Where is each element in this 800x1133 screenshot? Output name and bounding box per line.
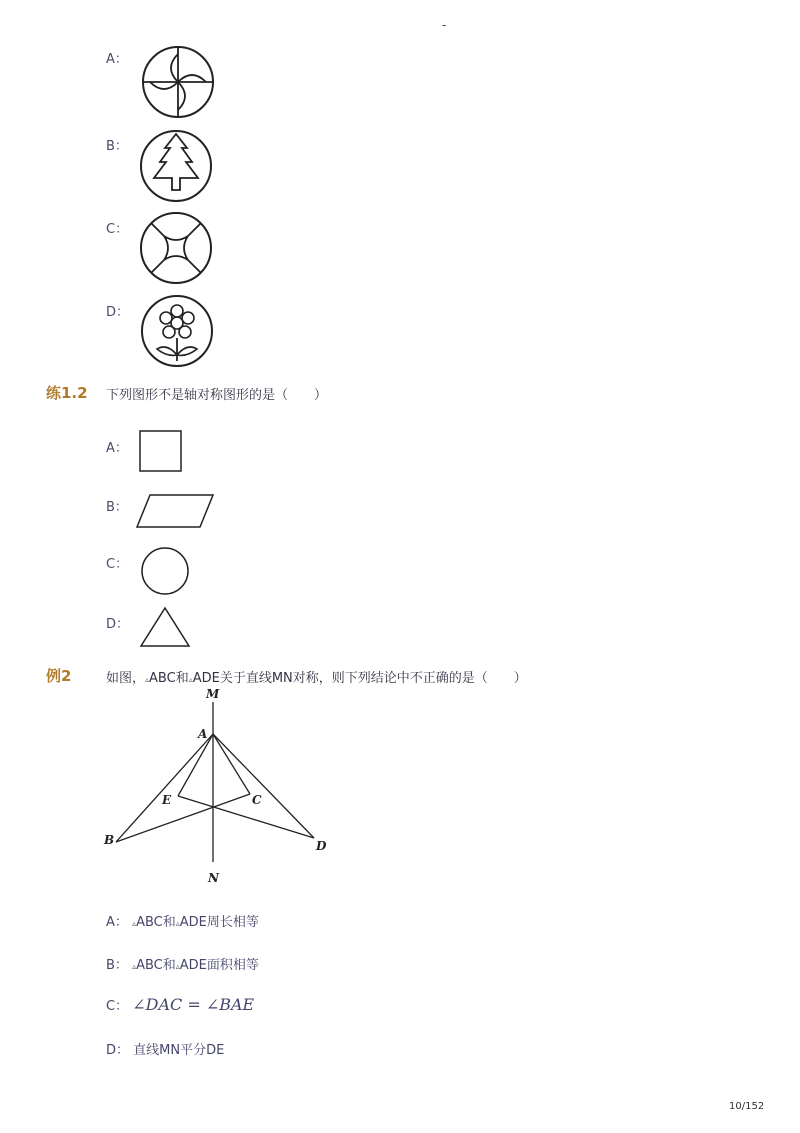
- label-n: N: [208, 871, 219, 885]
- label-e: E: [162, 793, 172, 807]
- option-d-label: D：: [106, 305, 130, 320]
- practice-option-b-label: B：: [106, 500, 128, 515]
- answer-b-text1: ABC和: [136, 958, 176, 973]
- page-number: 10/152: [729, 1101, 765, 1112]
- header-mark: -: [442, 18, 447, 32]
- answer-c: [106, 995, 254, 1014]
- triangle-symbol: ▵: [145, 675, 150, 684]
- answer-a-label: A：: [106, 915, 128, 930]
- answer-c-label: C：: [106, 999, 129, 1014]
- option-c-label: C：: [106, 222, 129, 237]
- triangle-symbol: ▵: [188, 675, 193, 684]
- answer-d-text: 直线MN平分DE: [133, 1043, 225, 1058]
- practice-option-a-label: A：: [106, 441, 128, 456]
- practice-option-d-label: D：: [106, 617, 130, 632]
- label-a: A: [198, 727, 208, 741]
- tree-circle-figure: [138, 128, 214, 204]
- triangle-symbol: ▵: [132, 919, 137, 928]
- example-id: 例2: [46, 667, 72, 685]
- practice-option-c-label: C：: [106, 557, 129, 572]
- label-d: D: [316, 839, 327, 853]
- label-m: M: [206, 687, 220, 701]
- answer-b-label: B：: [106, 958, 128, 973]
- label-c: C: [252, 793, 262, 807]
- answer-b-text2: ADE面积相等: [179, 958, 259, 973]
- triangle-symbol: ▵: [132, 962, 137, 971]
- question-mid2: ADE关于直线MN对称，则下列结论中不正确的是（ ）: [192, 671, 527, 686]
- parallelogram-figure: [136, 494, 216, 530]
- answer-c-math: ∠DAC = ∠BAE: [132, 995, 255, 1014]
- circle-figure: [140, 546, 190, 596]
- concave-square-circle-figure: [138, 210, 214, 286]
- answer-a-text2: ADE周长相等: [179, 915, 259, 930]
- pinwheel-circle-figure: [140, 44, 216, 120]
- answer-d-label: D：: [106, 1043, 130, 1058]
- option-a-label: A：: [106, 52, 128, 67]
- answer-a: [106, 911, 259, 930]
- question-prefix: 如图，: [106, 671, 146, 686]
- answer-a-text1: ABC和: [136, 915, 176, 930]
- triangle-symbol: ▵: [175, 919, 180, 928]
- answer-d: [106, 1039, 224, 1058]
- option-b-label: B：: [106, 139, 128, 154]
- answer-b: [106, 954, 259, 973]
- question-mid1: ABC和: [149, 671, 189, 686]
- triangle-symbol: ▵: [175, 962, 180, 971]
- square-figure: [139, 430, 183, 472]
- practice-id: 练1.2: [46, 384, 88, 402]
- label-b: B: [104, 833, 115, 847]
- flower-circle-figure: [139, 293, 215, 369]
- symmetry-diagram: [100, 686, 340, 886]
- example-question: [106, 667, 527, 686]
- practice-question: 下列图形不是轴对称图形的是（ ）: [106, 388, 328, 403]
- triangle-figure: [139, 606, 191, 648]
